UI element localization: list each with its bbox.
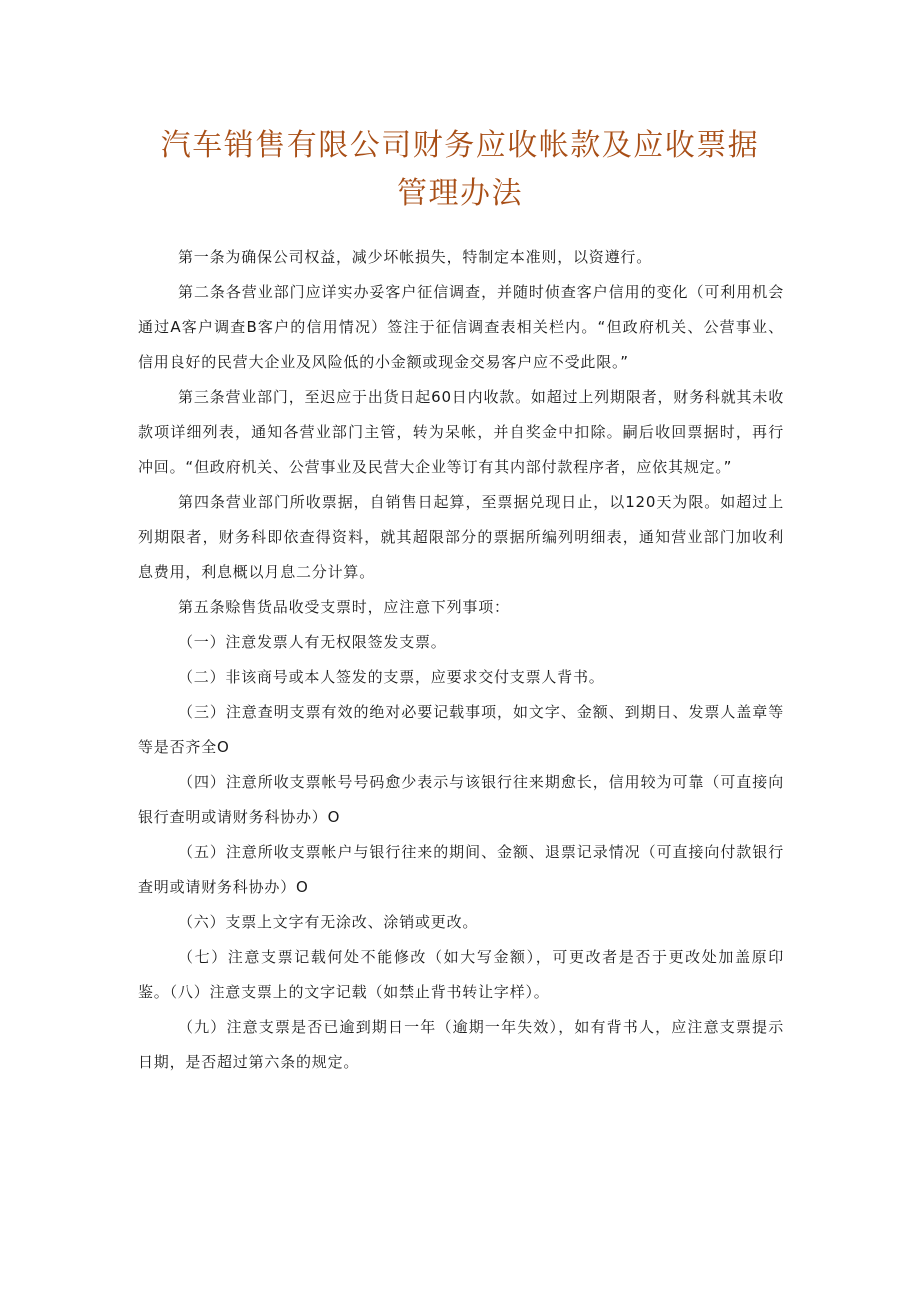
article-5-item-7-8: （七）注意支票记载何处不能修改（如大写金额），可更改者是否于更改处加盖原印鉴。（八）注意支票上的文字记载（如禁止背书转让字样）。 bbox=[138, 948, 784, 1001]
article-2: 第二条各营业部门应详实办妥客户征信调查，并随时侦查客户信用的变化（可利用机会通过A客户调查B客户的信用情况）签注于征信调查表相关栏内。“但政府机关、公营事业、信用良好的民营大企业及风险低的小金额或现金交易客户应不受此限。” bbox=[138, 283, 784, 371]
article-5-item-3: （三）注意查明支票有效的绝对必要记载事项，如文字、金额、到期日、发票人盖章等等是否齐全O bbox=[138, 703, 784, 756]
document-title: 汽车销售有限公司财务应收帐款及应收票据管理办法 bbox=[160, 128, 760, 211]
article-5-item-9: （九）注意支票是否已逾到期日一年（逾期一年失效），如有背书人，应注意支票提示日期，是否超过第六条的规定。 bbox=[138, 1018, 784, 1071]
article-3: 第三条营业部门，至迟应于出货日起60日内收款。如超过上列期限者，财务科就其未收款项详细列表，通知各营业部门主管，转为呆帐，并自奖金中扣除。嗣后收回票据时，再行冲回。“但政府机关、公营事业及民营大企业等订有其内部付款程序者，应依其规定。” bbox=[138, 388, 784, 476]
article-5: 第五条赊售货品收受支票时，应注意下列事项： bbox=[178, 598, 510, 616]
article-5-item-4: （四）注意所收支票帐号号码愈少表示与该银行往来期愈长，信用较为可靠（可直接向银行查明或请财务科协办）O bbox=[138, 773, 784, 826]
article-5-item-2: （二）非该商号或本人签发的支票，应要求交付支票人背书。 bbox=[178, 668, 605, 686]
article-4: 第四条营业部门所收票据，自销售日起算，至票据兑现日止，以120天为限。如超过上列期限者，财务科即依查得资料，就其超限部分的票据所编列明细表，通知营业部门加收利息费用，利息概以月息二分计算。 bbox=[138, 493, 784, 581]
article-5-item-6: （六）支票上文字有无涂改、涂销或更改。 bbox=[178, 913, 479, 931]
article-1: 第一条为确保公司权益，减少坏帐损失，特制定本准则，以资遵行。 bbox=[178, 248, 653, 266]
article-5-item-5: （五）注意所收支票帐户与银行往来的期间、金额、退票记录情况（可直接向付款银行查明或请财务科协办）O bbox=[138, 843, 784, 896]
document-body bbox=[138, 240, 784, 1080]
article-5-item-1: （一）注意发票人有无权限签发支票。 bbox=[178, 633, 447, 651]
